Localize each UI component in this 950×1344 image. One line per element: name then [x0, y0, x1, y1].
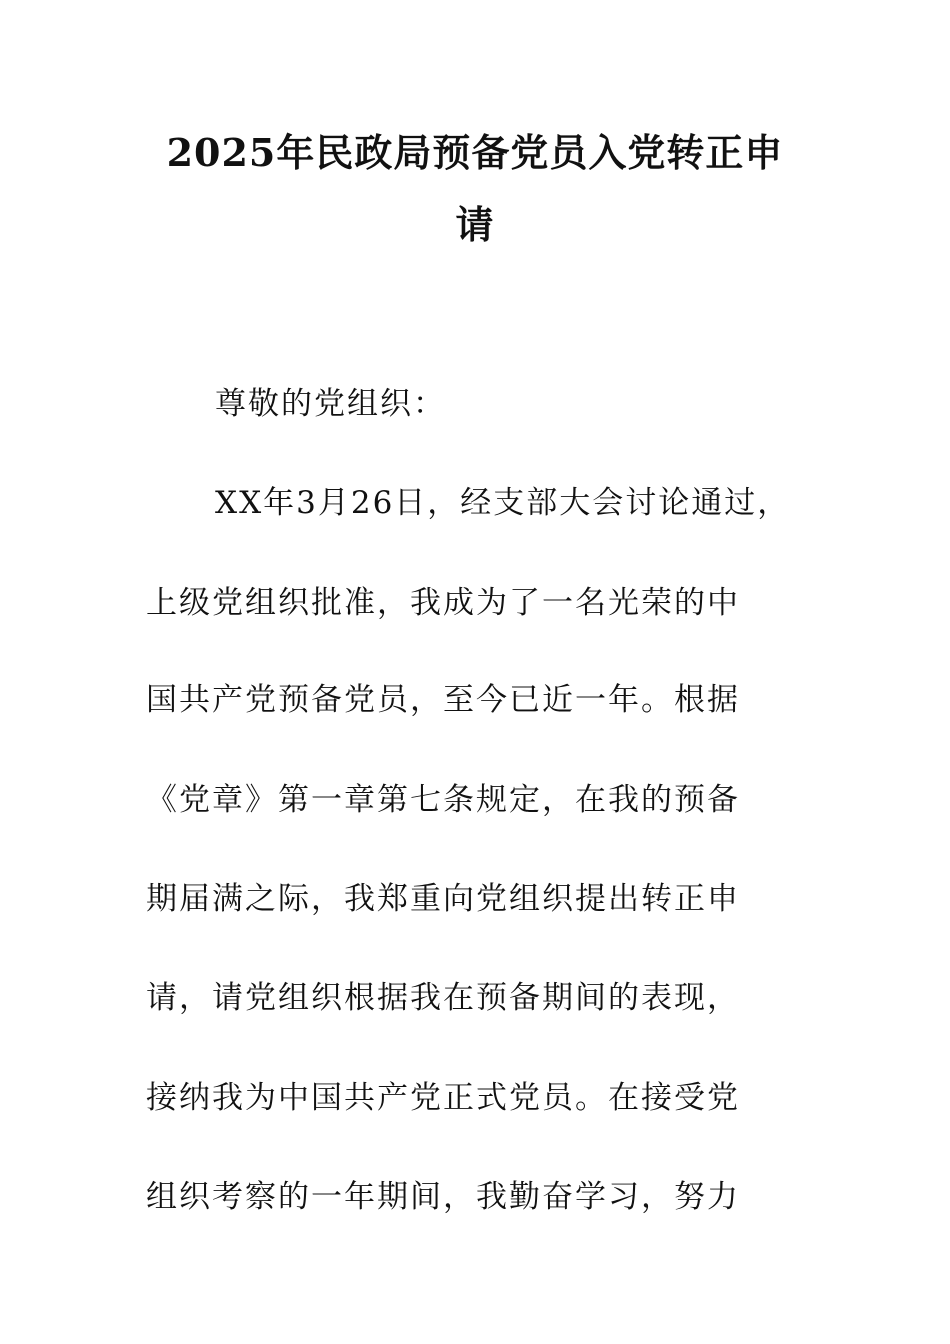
title-line-2: 请 — [455, 202, 495, 247]
body-line-2: 上级党组织批准，我成为了一名光荣的中 — [146, 585, 740, 621]
body-line-7: 接纳我为中国共产党正式党员。在接受党 — [146, 1080, 740, 1116]
body-line-6: 请，请党组织根据我在预备期间的表现， — [146, 980, 740, 1016]
salutation: 尊敬的党组织： — [215, 386, 446, 422]
document-title — [130, 117, 820, 261]
body-line-1: XX年3月26日，经支部大会讨论通过， — [215, 485, 791, 521]
body-line-8: 组织考察的一年期间，我勤奋学习，努力 — [146, 1179, 740, 1215]
title-line-1: 2025年民政局预备党员入党转正申 — [166, 130, 784, 175]
body-line-4: 《党章》第一章第七条规定，在我的预备 — [146, 782, 740, 818]
body-line-5: 期届满之际，我郑重向党组织提出转正申 — [146, 881, 740, 917]
body-line-3: 国共产党预备党员，至今已近一年。根据 — [146, 682, 740, 718]
